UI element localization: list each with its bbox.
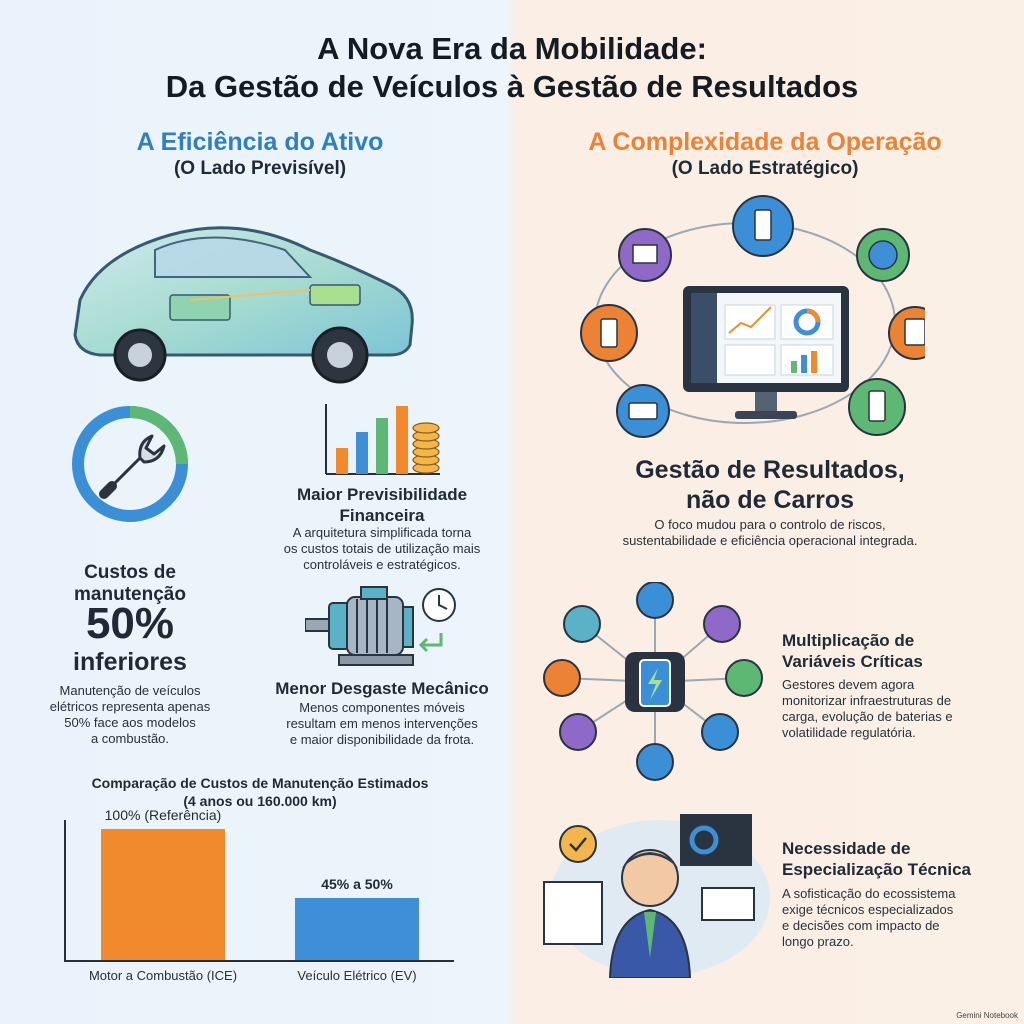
chart-bar — [101, 829, 225, 960]
maintenance-line-3: inferiores — [73, 648, 187, 676]
results-title-line-2: não de Carros — [685, 486, 855, 514]
wear-desc-line-3: e maior disponibilidade da frota. — [289, 732, 475, 747]
predictability-desc-line-2: os custos totais de utilização mais — [283, 541, 481, 556]
wrench-ring-icon — [68, 402, 192, 526]
wear-desc-line-2: resultam em menos intervenções — [286, 716, 478, 731]
chart-x-axis — [64, 960, 454, 962]
predictability-desc-line-3: controláveis e estratégicos. — [303, 557, 461, 572]
chart-bar — [295, 898, 419, 960]
predictability-desc-line-1: A arquitetura simplificada torna — [292, 525, 472, 540]
title-line-1: A Nova Era da Mobilidade: — [317, 31, 707, 66]
network-variables-icon — [540, 582, 770, 782]
variables-desc-line-2: monitorizar infraestruturas de — [782, 693, 952, 708]
predictability-title-line-2: Financeira — [339, 506, 425, 525]
title-line-2: Da Gestão de Veículos à Gestão de Resultados — [165, 69, 859, 104]
specialization-description — [782, 886, 1012, 950]
electric-car-illustration — [60, 205, 430, 390]
bar-coins-icon — [322, 404, 442, 476]
chart-data-label: 45% a 50% — [321, 875, 393, 892]
variables-desc-line-1: Gestores devem agora — [782, 677, 915, 692]
results-desc-line-2: sustentabilidade e eficiência operacional integrada. — [622, 533, 918, 548]
wear-description — [252, 700, 512, 748]
specialization-title — [782, 838, 1012, 880]
results-desc-line-1: O foco mudou para o controlo de riscos, — [654, 517, 886, 532]
results-description — [560, 517, 980, 549]
specialization-desc-line-3: e decisões com impacto de — [782, 918, 940, 933]
specialization-desc-line-2: exige técnicos especializados — [782, 902, 954, 917]
results-title-line-1: Gestão de Resultados, — [635, 456, 905, 484]
chart-x-tick-label: Veículo Elétrico (EV) — [297, 968, 417, 983]
variables-title-line-1: Multiplicação de — [782, 631, 915, 650]
predictability-description — [252, 525, 512, 573]
chart-title — [40, 774, 480, 810]
chart-plot-area — [66, 807, 454, 960]
maintenance-desc-line-4: a combustão. — [90, 731, 170, 746]
specialization-desc-line-1: A sofisticação do ecossistema — [782, 886, 956, 901]
maintenance-description — [30, 683, 230, 747]
results-title — [560, 455, 980, 515]
predictability-title — [262, 484, 502, 526]
chart-subtitle-line: (4 anos ou 160.000 km) — [183, 793, 337, 809]
technician-illustration — [540, 808, 770, 978]
chart-x-tick-label: Motor a Combustão (ICE) — [88, 968, 238, 983]
specialization-title-line-2: Especialização Técnica — [782, 860, 971, 879]
chart-x-labels — [66, 968, 454, 988]
variables-description — [782, 677, 1012, 741]
maintenance-percent: 50% — [85, 599, 175, 648]
maintenance-line-2: manutenção — [74, 584, 186, 605]
wear-title: Menor Desgaste Mecânico — [275, 679, 489, 698]
variables-desc-line-4: volatilidade regulatória. — [782, 725, 916, 740]
page-title — [0, 30, 1024, 106]
maintenance-desc-line-1: Manutenção de veículos — [59, 683, 201, 698]
watermark: Gemini Notebook — [956, 1011, 1018, 1020]
maintenance-desc-line-3: 50% face aos modelos — [64, 715, 196, 730]
predictability-title-line-1: Maior Previsibilidade — [296, 485, 468, 504]
left-column-title: A Eficiência do Ativo — [136, 128, 384, 156]
maintenance-line-1: Custos de — [84, 562, 176, 583]
dashboard-hub-illustration — [565, 193, 925, 443]
specialization-desc-line-4: longo prazo. — [782, 934, 854, 949]
specialization-title-line-1: Necessidade de — [782, 839, 911, 858]
maintenance-desc-line-2: elétricos representa apenas — [49, 699, 211, 714]
electric-motor-icon — [305, 585, 465, 675]
variables-title — [782, 630, 1012, 672]
right-column-title: A Complexidade da Operação — [588, 128, 942, 156]
right-column-subtitle: (O Lado Estratégico) — [671, 158, 859, 179]
wear-desc-line-1: Menos componentes móveis — [299, 700, 465, 715]
variables-title-line-2: Variáveis Críticas — [782, 652, 923, 671]
chart-data-label: 100% (Referência) — [104, 807, 222, 824]
variables-desc-line-3: carga, evolução de baterias e — [782, 709, 953, 724]
left-column-subtitle: (O Lado Previsível) — [173, 158, 347, 179]
chart-title-line: Comparação de Custos de Manutenção Estimados — [91, 775, 429, 791]
